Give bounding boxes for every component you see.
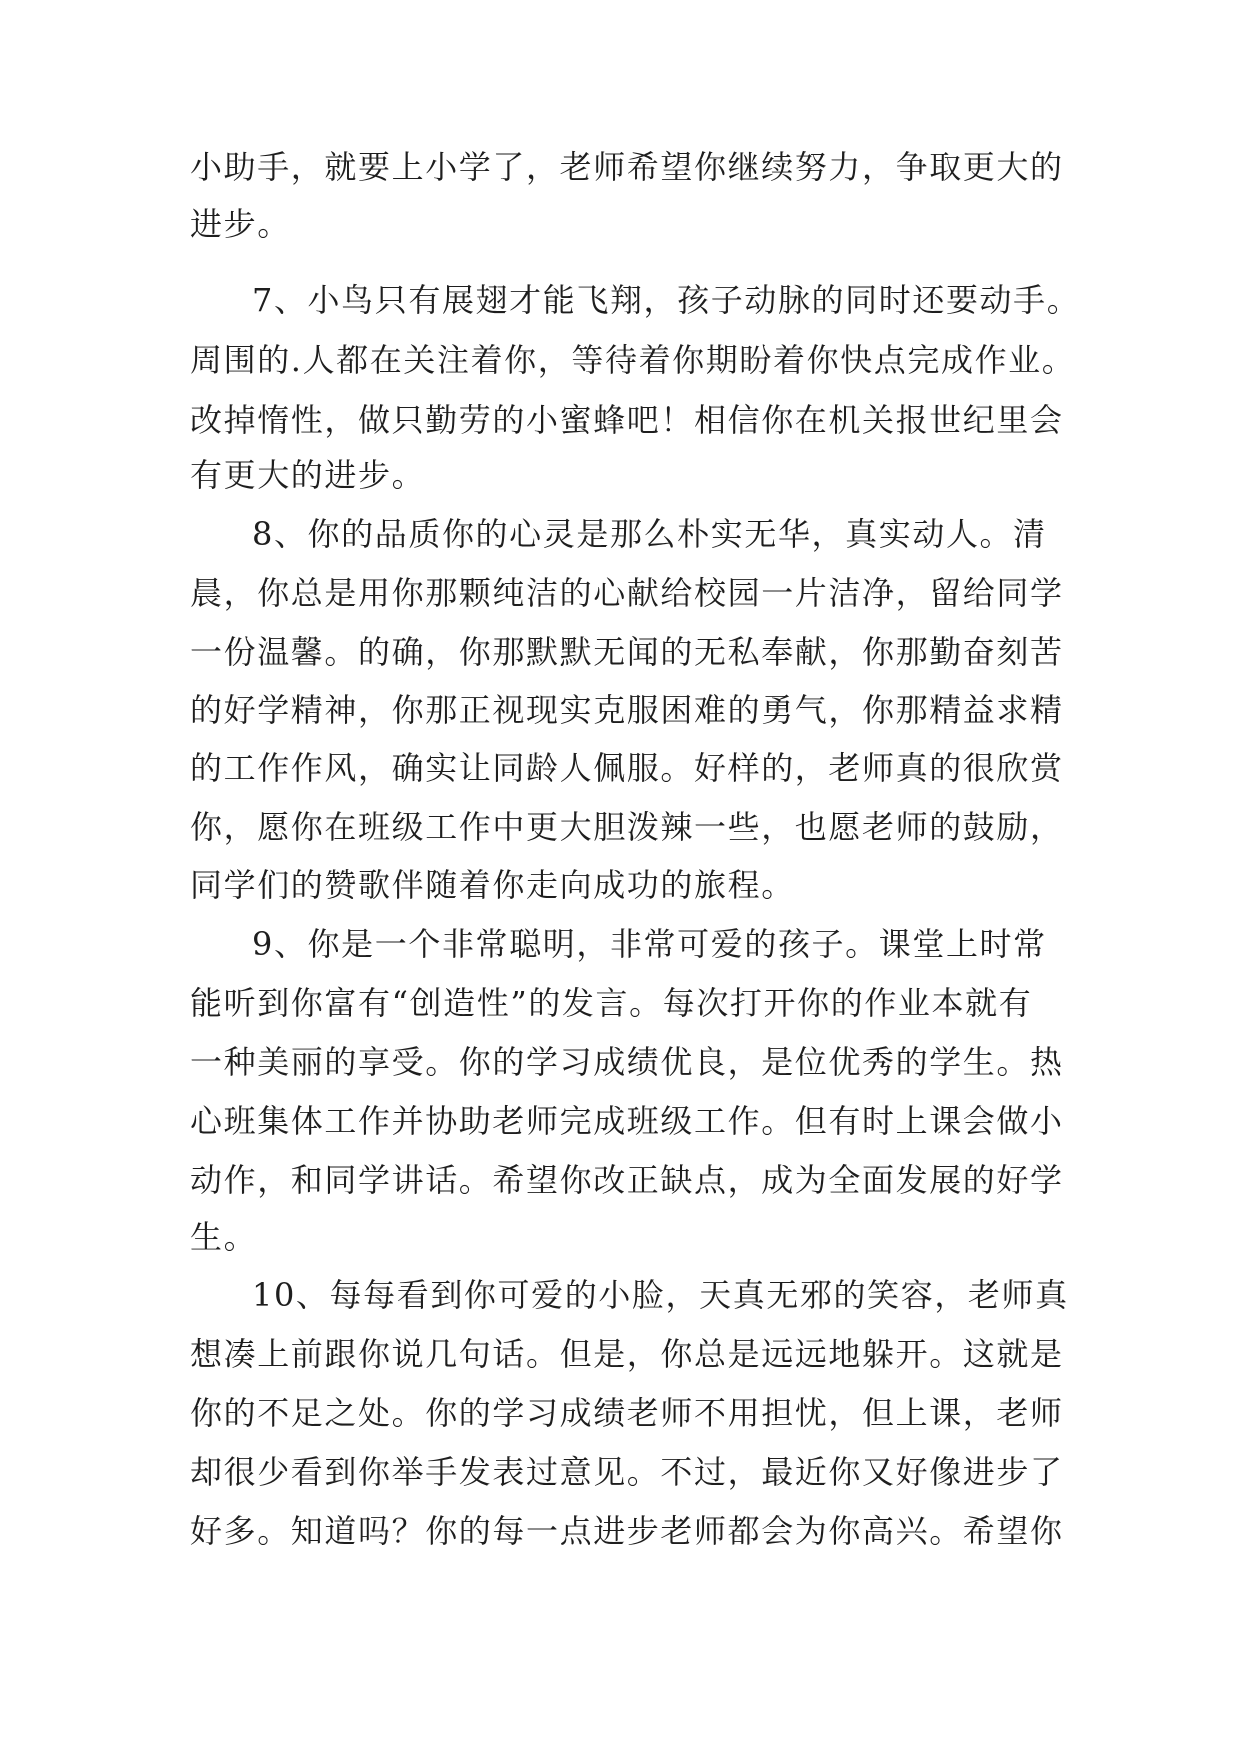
text-line: 的工作作风，确实让同龄人佩服。好样的，老师真的很欣赏	[190, 749, 1064, 787]
text-line: 却很少看到你举手发表过意见。不过，最近你又好像进步了	[190, 1453, 1064, 1491]
text-line: 改掉惰性，做只勤劳的小蜜蜂吧！相信你在机关报世纪里会	[190, 401, 1064, 439]
text-line: 周围的.人都在关注着你，等待着你期盼着你快点完成作业。	[190, 341, 1076, 379]
text-line: 好多。知道吗？你的每一点进步老师都会为你高兴。希望你	[190, 1512, 1064, 1550]
text-line: 进步。	[190, 205, 291, 243]
paragraph-9-start: 9、你是一个非常聪明，非常可爱的孩子。课堂上时常	[252, 925, 1047, 963]
text-line: 动作，和同学讲话。希望你改正缺点，成为全面发展的好学	[190, 1161, 1064, 1199]
paragraph-7-start: 7、小鸟只有展翅才能飞翔，孩子动脉的同时还要动手。	[252, 281, 1081, 319]
text-line: 心班集体工作并协助老师完成班级工作。但有时上课会做小	[190, 1102, 1064, 1140]
text-line: 能听到你富有“创造性”的发言。每次打开你的作业本就有	[190, 984, 1033, 1022]
text-line: 一种美丽的享受。你的学习成绩优良，是位优秀的学生。热	[190, 1043, 1064, 1081]
text-line: 晨，你总是用你那颗纯洁的心献给校园一片洁净，留给同学	[190, 574, 1064, 612]
text-line: 有更大的进步。	[190, 456, 426, 494]
paragraph-10-start: 10、每每看到你可爱的小脸，天真无邪的笑容，老师真	[252, 1276, 1069, 1314]
text-line: 你的不足之处。你的学习成绩老师不用担忧，但上课，老师	[190, 1394, 1064, 1432]
paragraph-8-start: 8、你的品质你的心灵是那么朴实无华，真实动人。清	[252, 515, 1047, 553]
text-line: 的好学精神，你那正视现实克服困难的勇气，你那精益求精	[190, 691, 1064, 729]
text-line: 生。	[190, 1218, 258, 1256]
text-line: 同学们的赞歌伴随着你走向成功的旅程。	[190, 866, 795, 904]
text-line: 想凑上前跟你说几句话。但是，你总是远远地躲开。这就是	[190, 1335, 1064, 1373]
text-line: 一份温馨。的确，你那默默无闻的无私奉献，你那勤奋刻苦	[190, 633, 1064, 671]
text-line: 你，愿你在班级工作中更大胆泼辣一些，也愿老师的鼓励，	[190, 808, 1064, 846]
text-line: 小助手，就要上小学了，老师希望你继续努力，争取更大的	[190, 148, 1064, 186]
